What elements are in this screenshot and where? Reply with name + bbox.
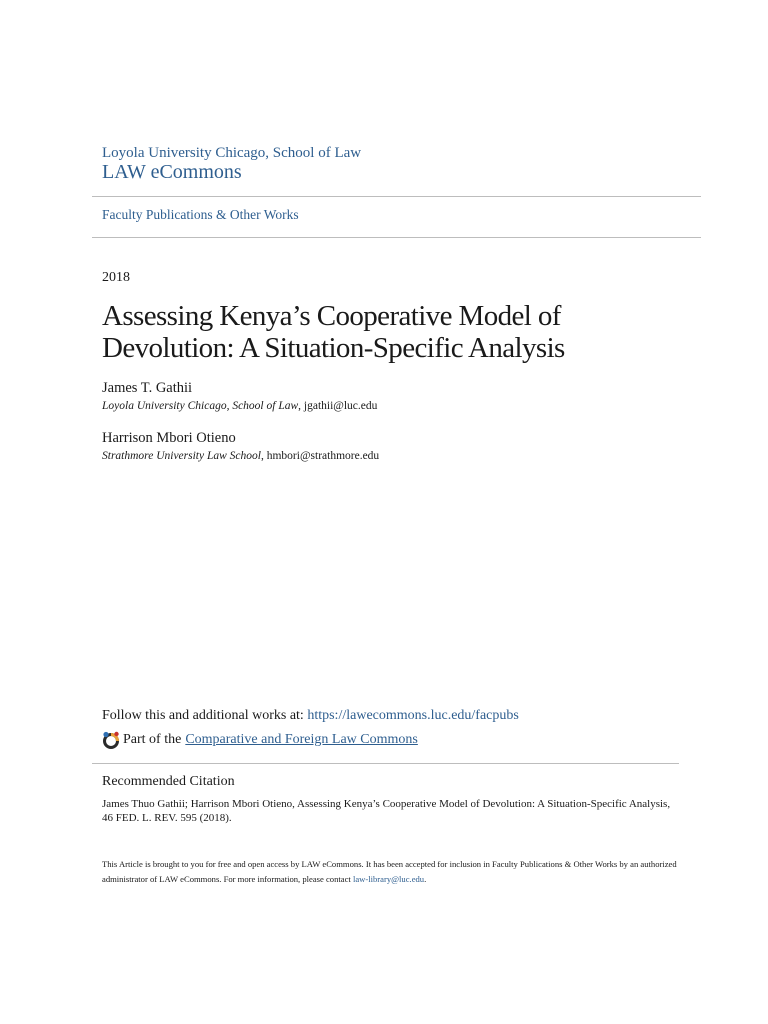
article-title: Assessing Kenya’s Cooperative Model of Devolution: A Situation-Specific Analysis	[102, 300, 565, 364]
author-email: , hmbori@strathmore.edu	[260, 450, 380, 462]
author-name: Harrison Mbori Otieno	[102, 430, 236, 446]
follow-line	[102, 708, 519, 724]
notice-end: .	[424, 874, 427, 884]
publication-year: 2018	[102, 270, 130, 285]
part-of-line	[102, 731, 418, 749]
contact-email-link[interactable]: law-library@luc.edu	[352, 874, 425, 884]
follow-label: Follow this and additional works at:	[102, 708, 308, 723]
author-affiliation	[102, 450, 379, 462]
institution-name[interactable]: Loyola University Chicago, School of Law	[102, 145, 362, 161]
part-of-label: Part of the	[123, 732, 182, 747]
series-link[interactable]: Faculty Publications & Other Works	[102, 207, 299, 222]
affiliation-name: Strathmore University Law School	[102, 450, 261, 462]
access-notice	[102, 857, 682, 887]
citation-heading: Recommended Citation	[102, 774, 235, 789]
network-icon[interactable]	[102, 731, 120, 749]
affiliation-name: Loyola University Chicago, School of Law	[102, 400, 299, 412]
author-affiliation	[102, 400, 377, 412]
notice-text: This Article is brought to you for free and open access by LAW eCommons. It has been accepted for inclusion in Faculty Publications & Other Works by an authorized administrator of LAW eCommons. For more information, please contact	[102, 859, 677, 884]
author-email: , jgathii@luc.edu	[298, 400, 378, 412]
citation-text: James Thuo Gathii; Harrison Mbori Otieno, Assessing Kenya’s Cooperative Model of Devolution: A Situation-Specific Analysis, 46 FED. L. REV. 595 (2018).	[102, 798, 671, 824]
repository-name[interactable]: LAW eCommons	[102, 161, 242, 183]
follow-url-link[interactable]: https://lawecommons.luc.edu/facpubs	[307, 708, 519, 723]
author-name: James T. Gathii	[102, 380, 193, 396]
divider	[92, 237, 701, 238]
divider	[92, 763, 679, 764]
divider	[92, 196, 701, 197]
commons-link[interactable]: Comparative and Foreign Law Commons	[185, 732, 418, 747]
